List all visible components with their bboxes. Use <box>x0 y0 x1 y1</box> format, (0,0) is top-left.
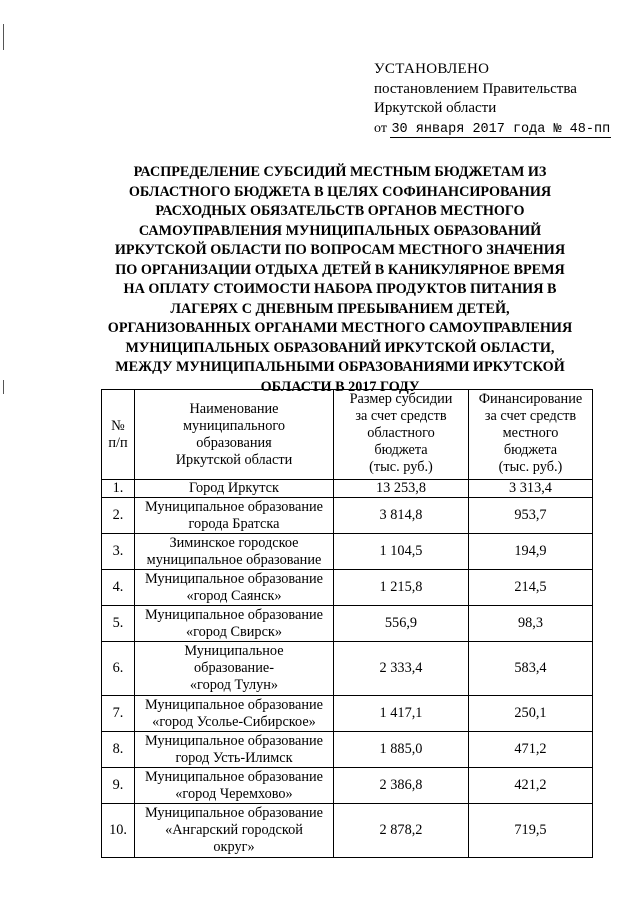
header-text-line: за счет средств <box>484 408 577 424</box>
row-number: 7. <box>102 696 135 732</box>
local-funding-value: 719,5 <box>469 804 593 858</box>
header-number <box>102 390 135 480</box>
municipality-name-line: Муниципальное образование <box>145 696 323 713</box>
municipality-name <box>135 642 334 696</box>
row-number: 1. <box>102 480 135 498</box>
approval-date-prefix: от <box>374 120 387 136</box>
subsidy-value: 2 878,2 <box>334 804 469 858</box>
title-line: НА ОПЛАТУ СТОИМОСТИ НАБОРА ПРОДУКТОВ ПИТАНИЯ В <box>123 281 557 297</box>
municipality-name-line: Муниципальное образование <box>145 768 323 785</box>
approval-stamp <box>374 60 611 139</box>
table-header-row <box>102 390 593 480</box>
municipality-name-line: Муниципальное образование <box>145 732 323 749</box>
municipality-name-line: Муниципальное образование <box>145 570 323 587</box>
table-row <box>102 642 593 696</box>
local-funding-value: 471,2 <box>469 732 593 768</box>
title-line: РАСХОДНЫХ ОБЯЗАТЕЛЬСТВ ОРГАНОВ МЕСТНОГО <box>155 203 525 219</box>
row-number: 10. <box>102 804 135 858</box>
municipality-name-line: Муниципальное образование <box>145 606 323 623</box>
header-text-line: за счет средств <box>355 408 447 424</box>
municipality-name <box>135 696 334 732</box>
subsidy-value: 1 417,1 <box>334 696 469 732</box>
approval-date-line <box>374 119 611 140</box>
municipality-name-line: образование- <box>194 660 274 676</box>
table-row <box>102 480 593 498</box>
row-number: 4. <box>102 570 135 606</box>
row-number: 3. <box>102 534 135 570</box>
municipality-name-line: Муниципальное образование <box>145 498 323 515</box>
title-line: САМОУПРАВЛЕНИЯ МУНИЦИПАЛЬНЫХ ОБРАЗОВАНИЙ <box>138 222 542 239</box>
subsidy-table <box>101 389 593 858</box>
table-row <box>102 696 593 732</box>
table-row <box>102 498 593 534</box>
approval-line-2: Иркутской области <box>374 100 497 116</box>
title-line: ИРКУТСКОЙ ОБЛАСТИ ПО ВОПРОСАМ МЕСТНОГО ЗНАЧЕНИЯ <box>114 242 566 258</box>
municipality-name-line: Зиминское городское <box>169 534 299 551</box>
header-text-line: (тыс. руб.) <box>498 459 563 475</box>
header-text-line: п/п <box>108 434 128 451</box>
municipality-name <box>135 480 334 498</box>
row-number: 2. <box>102 498 135 534</box>
municipality-name <box>135 606 334 642</box>
municipality-name-line: «город Усолье-Сибирское» <box>152 713 316 730</box>
local-funding-value: 98,3 <box>469 606 593 642</box>
header-name <box>135 390 334 480</box>
title-line: ЛАГЕРЯХ С ДНЕВНЫМ ПРЕБЫВАНИЕМ ДЕТЕЙ, <box>170 300 510 317</box>
municipality-name-line: город Усть-Илимск <box>175 749 293 766</box>
local-funding-value: 214,5 <box>469 570 593 606</box>
title-line: ОРГАНИЗОВАННЫХ ОРГАНАМИ МЕСТНОГО САМОУПРАВЛЕНИЯ <box>107 320 573 336</box>
subsidy-value: 556,9 <box>334 606 469 642</box>
subsidy-value: 1 104,5 <box>334 534 469 570</box>
table-row <box>102 804 593 858</box>
subsidy-value: 2 333,4 <box>334 642 469 696</box>
municipality-name-line: округ» <box>213 839 255 855</box>
scan-margin-mark <box>3 380 4 394</box>
municipality-name <box>135 768 334 804</box>
municipality-name <box>135 732 334 768</box>
local-funding-value: 421,2 <box>469 768 593 804</box>
municipality-name <box>135 804 334 858</box>
table-row <box>102 570 593 606</box>
approval-date-value: 30 января 2017 года № 48-пп <box>391 121 611 137</box>
subsidy-value: 3 814,8 <box>334 498 469 534</box>
table-row <box>102 534 593 570</box>
header-text-line: Иркутской области <box>175 451 293 468</box>
table-row <box>102 732 593 768</box>
municipality-name <box>135 534 334 570</box>
local-funding-value: 3 313,4 <box>469 480 593 498</box>
subsidy-value: 2 386,8 <box>334 768 469 804</box>
title-line: ПО ОРГАНИЗАЦИИ ОТДЫХА ДЕТЕЙ В КАНИКУЛЯРНОЕ ВРЕМЯ <box>115 261 565 278</box>
header-text-line: бюджета <box>503 442 558 458</box>
title-line: ОБЛАСТНОГО БЮДЖЕТА В ЦЕЛЯХ СОФИНАНСИРОВАНИЯ <box>128 183 552 200</box>
approval-heading: УСТАНОВЛЕНО <box>374 61 490 77</box>
municipality-name-line: города Братска <box>188 515 280 532</box>
municipality-name-line: Муниципальное образование <box>145 805 323 821</box>
municipality-name-line: Город Иркутск <box>189 480 279 496</box>
row-number: 6. <box>102 642 135 696</box>
municipality-name-line: «город Черемхово» <box>175 785 293 802</box>
subsidy-value: 1 215,8 <box>334 570 469 606</box>
title-line: МЕЖДУ МУНИЦИПАЛЬНЫМИ ОБРАЗОВАНИЯМИ ИРКУТСКОЙ <box>115 359 565 375</box>
row-number: 9. <box>102 768 135 804</box>
municipality-name-line: «город Тулун» <box>189 677 279 693</box>
municipality-name-line: «Ангарский городской <box>165 822 303 838</box>
header-text-line: Финансирование <box>478 391 583 407</box>
municipality-name-line: Муниципальное <box>184 643 284 659</box>
row-number: 8. <box>102 732 135 768</box>
header-text-line: (тыс. руб.) <box>369 459 433 475</box>
row-number: 5. <box>102 606 135 642</box>
local-funding-value: 194,9 <box>469 534 593 570</box>
local-funding-value: 250,1 <box>469 696 593 732</box>
title-line: РАСПРЕДЕЛЕНИЕ СУБСИДИЙ МЕСТНЫМ БЮДЖЕТАМ ИЗ <box>133 164 547 180</box>
title-line: ОБЛАСТИ В 2017 ГОДУ <box>260 378 420 395</box>
municipality-name <box>135 570 334 606</box>
table-row <box>102 768 593 804</box>
local-funding-value: 583,4 <box>469 642 593 696</box>
header-text-line: муниципального <box>182 417 286 434</box>
municipality-name-line: «город Саянск» <box>186 587 282 604</box>
header-text-line: бюджета <box>374 442 428 458</box>
subsidy-value: 1 885,0 <box>334 732 469 768</box>
municipality-name-line: муниципальное образование <box>146 551 322 568</box>
municipality-name <box>135 498 334 534</box>
header-text-line: местного <box>502 425 559 441</box>
document-title <box>80 163 600 397</box>
header-local-funding <box>469 390 593 480</box>
header-text-line: № <box>111 417 125 434</box>
header-text-line: Наименование <box>189 400 279 417</box>
table-row <box>102 606 593 642</box>
local-funding-value: 953,7 <box>469 498 593 534</box>
municipality-name-line: «город Свирск» <box>185 623 283 640</box>
header-subsidy <box>334 390 469 480</box>
header-text-line: образования <box>196 434 272 451</box>
scan-margin-mark <box>3 24 4 50</box>
header-text-line: Размер субсидии <box>349 391 453 407</box>
header-text-line: областного <box>367 425 435 441</box>
approval-line-1: постановлением Правительства <box>374 80 577 97</box>
title-line: МУНИЦИПАЛЬНЫХ ОБРАЗОВАНИЙ ИРКУТСКОЙ ОБЛАСТИ, <box>125 339 555 356</box>
subsidy-value: 13 253,8 <box>334 480 469 498</box>
